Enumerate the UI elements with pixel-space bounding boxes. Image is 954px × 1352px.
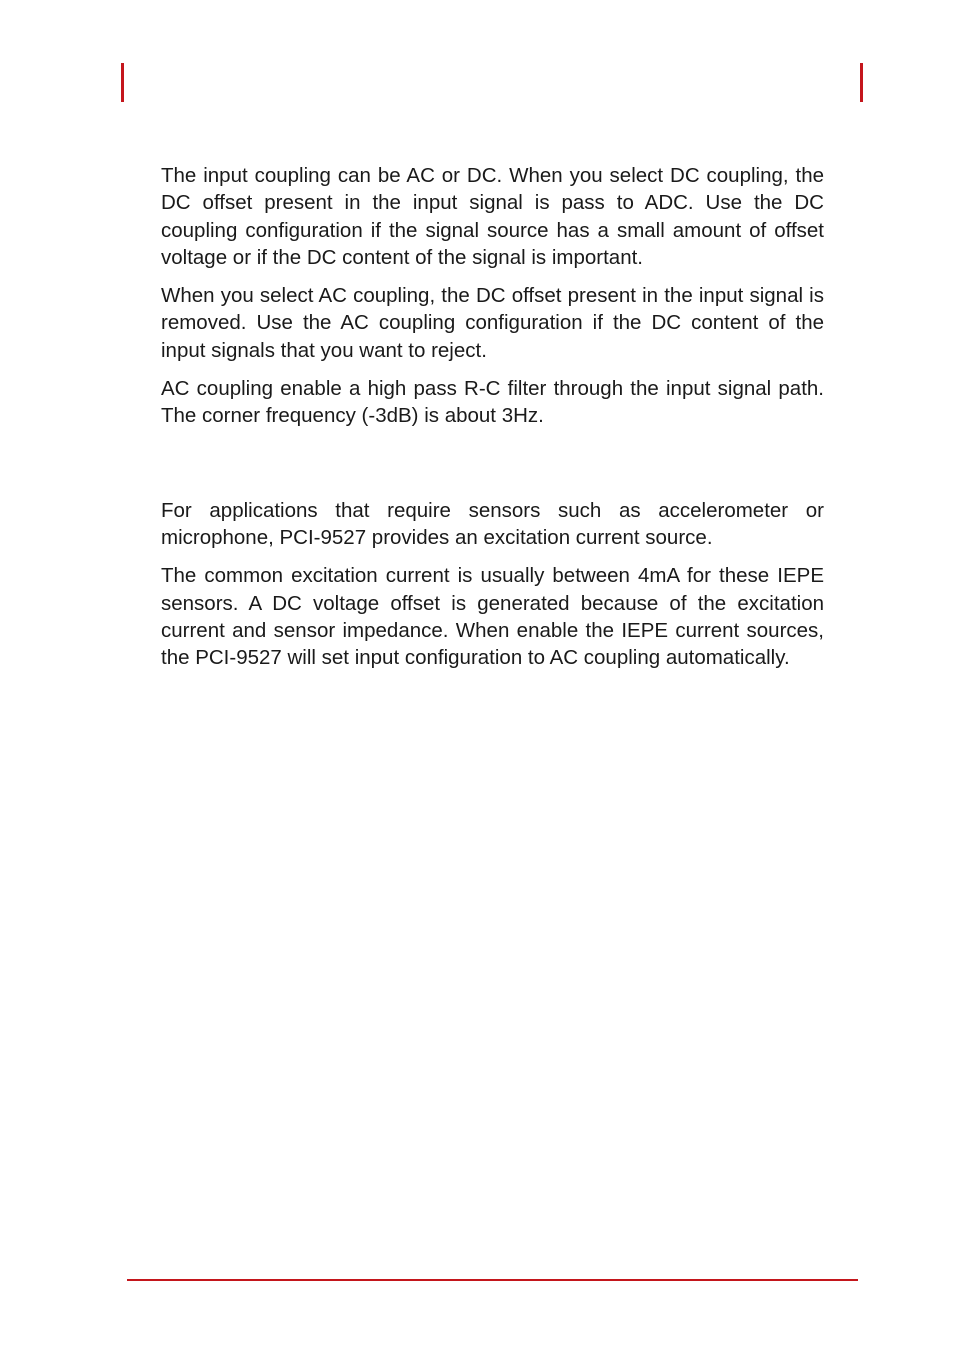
excitation-paragraph-1: For applications that require sensors such as accelerometer or microphone, PCI-9527 provides an excitation current source. [161, 498, 824, 549]
excitation-paragraph-2: The common excitation current is usually between 4mA for these IEPE sensors. A DC voltage offset is generated because of the excitation current and sensor impedance. When enable the IEPE current sources, the PCI-9527 will set input configuration to AC coupling automatically. [161, 564, 824, 670]
footer-rule [127, 1279, 858, 1281]
body-text [161, 162, 824, 671]
header-marker-left [121, 63, 124, 102]
coupling-paragraph-2: When you select AC coupling, the DC offset present in the input signal is removed. Use the AC coupling configuration if the DC content of the input signals that you want to reject. [161, 284, 824, 362]
coupling-paragraph-1: The input coupling can be AC or DC. When you select DC coupling, the DC offset present in the input signal is pass to ADC. Use the DC coupling configuration if the signal source has a small amount of offset voltage or if the DC content of the signal is important. [161, 164, 824, 269]
header-marker-right [860, 63, 863, 102]
coupling-paragraph-3: AC coupling enable a high pass R-C filter through the input signal path. The corner frequency (-3dB) is about 3Hz. [161, 377, 824, 428]
